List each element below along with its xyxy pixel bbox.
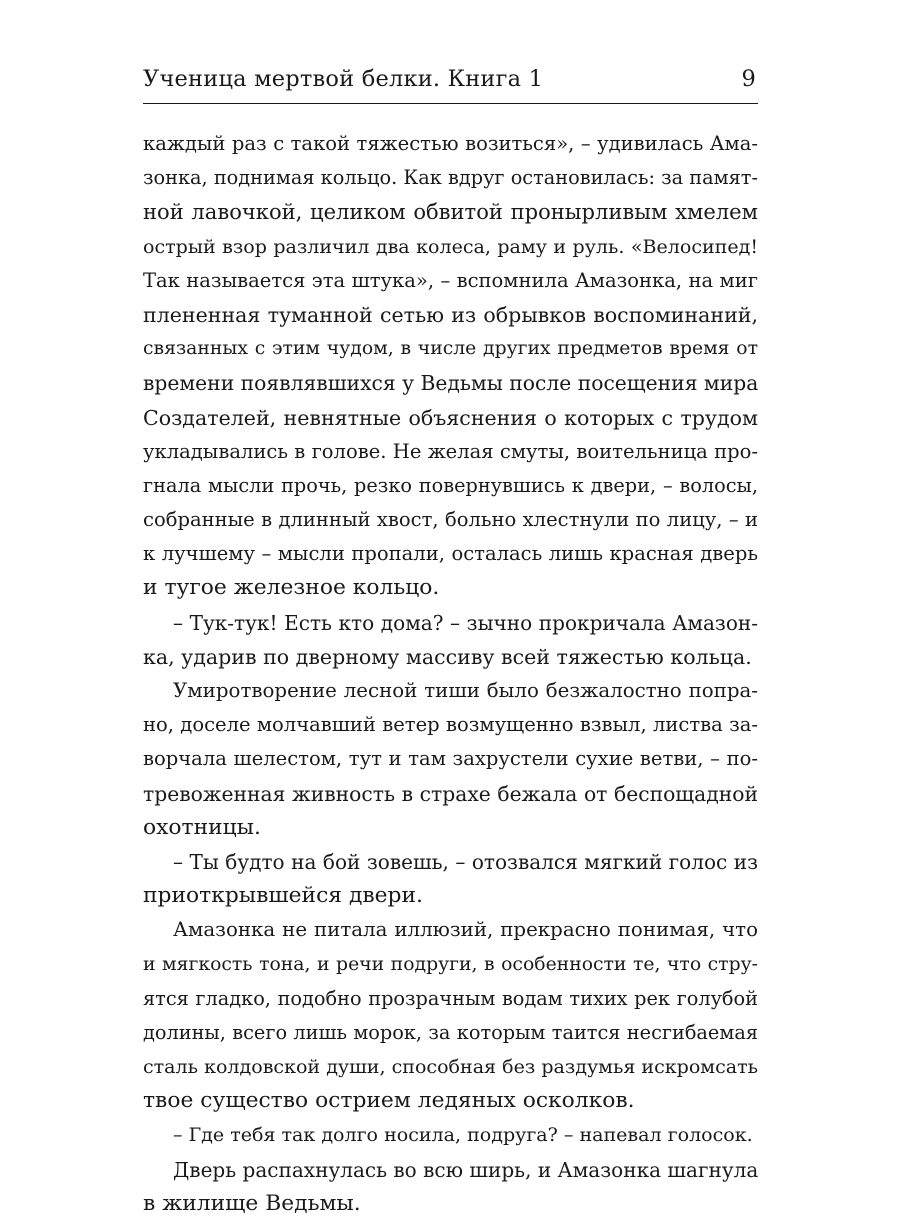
text-line: ка, ударив по дверному массиву всей тяжестью кольца. <box>143 644 752 669</box>
text-line: ятся гладко, подобно прозрачным водам тихих рек голубой <box>143 986 758 1010</box>
paragraph <box>143 127 758 606</box>
text-line: ной лавочкой, целиком обвитой пронырливым хмелем <box>143 199 758 225</box>
text-line: твое существо острием ледяных осколков. <box>143 1088 635 1114</box>
text-line: приоткрывшейся двери. <box>143 883 423 909</box>
text-line: тревоженная живность в страхе бежала от беспощадной <box>143 781 758 806</box>
text-line: каждый раз с такой тяжестью возиться», – удивилась Ама- <box>143 132 758 155</box>
running-title: Ученица мертвой белки. Книга 1 <box>143 66 544 92</box>
running-head <box>143 66 758 96</box>
text-line: Амазонка не питала иллюзий, прекрасно понимая, что <box>173 918 758 942</box>
text-line: долины, всего лишь морок, за которым таится несгибаемая <box>143 1020 758 1044</box>
text-line: и тугое железное кольцо. <box>143 575 440 601</box>
text-line: – Где тебя так долго носила, подруга? – напевал голосок. <box>173 1124 753 1147</box>
text-line: – Ты будто на бой зовешь, – отозвался мягкий голос из <box>173 849 758 874</box>
text-line: Умиротворение лесной тиши было безжалостно попра- <box>173 679 758 702</box>
text-line: в жилище Ведьмы. <box>143 1190 361 1216</box>
text-line: ворчала шелестом, тут и там захрустели сухие ветви, – по- <box>143 747 758 771</box>
text-line: собранные в длинный хвост, больно хлестнули по лицу, – и <box>143 508 758 532</box>
text-line: сталь колдовской души, способная без раздумья искромсать <box>143 1056 758 1079</box>
paragraph <box>143 1153 758 1221</box>
text-line: охотницы. <box>143 814 261 840</box>
page-number: 9 <box>741 66 756 92</box>
text-line: Так называется эта штука», – вспомнила Амазонка, на миг <box>143 268 758 292</box>
text-line: связанных с этим чудом, в числе других предметов время от <box>143 338 758 360</box>
text-line: зонка, поднимая кольцо. Как вдруг остановилась: за памят- <box>143 166 758 190</box>
text-line: плененная туманной сетью из обрывков воспоминаний, <box>143 302 758 327</box>
text-line: укладывались в голове. Не желая смуты, воительница про- <box>143 439 758 463</box>
text-line: – Тук-тук! Есть кто дома? – зычно прокричала Амазон- <box>173 610 758 635</box>
book-page <box>143 0 759 1216</box>
text-line: Создателей, невнятные объяснения о которых с трудом <box>143 405 758 430</box>
text-line: Дверь распахнулась во всю ширь, и Амазонка шагнула <box>173 1157 759 1182</box>
paragraph <box>143 606 758 674</box>
text-line: к лучшему – мысли пропали, осталась лишь красная дверь <box>143 542 758 566</box>
header-rule <box>143 103 758 104</box>
body-text <box>143 127 758 1221</box>
text-line: и мягкость тона, и речи подруги, в особенности те, что стру- <box>143 953 758 975</box>
text-line: но, доселе молчавший ветер возмущенно взвыл, листва за- <box>143 713 758 737</box>
paragraph <box>143 674 758 845</box>
text-line: гнала мысли прочь, резко повернувшись к двери, – волосы, <box>143 473 758 497</box>
paragraph <box>143 1118 758 1152</box>
paragraph <box>143 913 758 1118</box>
paragraph <box>143 845 758 913</box>
text-line: острый взор различил два колеса, раму и руль. «Велосипед! <box>143 235 758 258</box>
text-line: времени появлявшихся у Ведьмы после посещения мира <box>143 371 759 396</box>
